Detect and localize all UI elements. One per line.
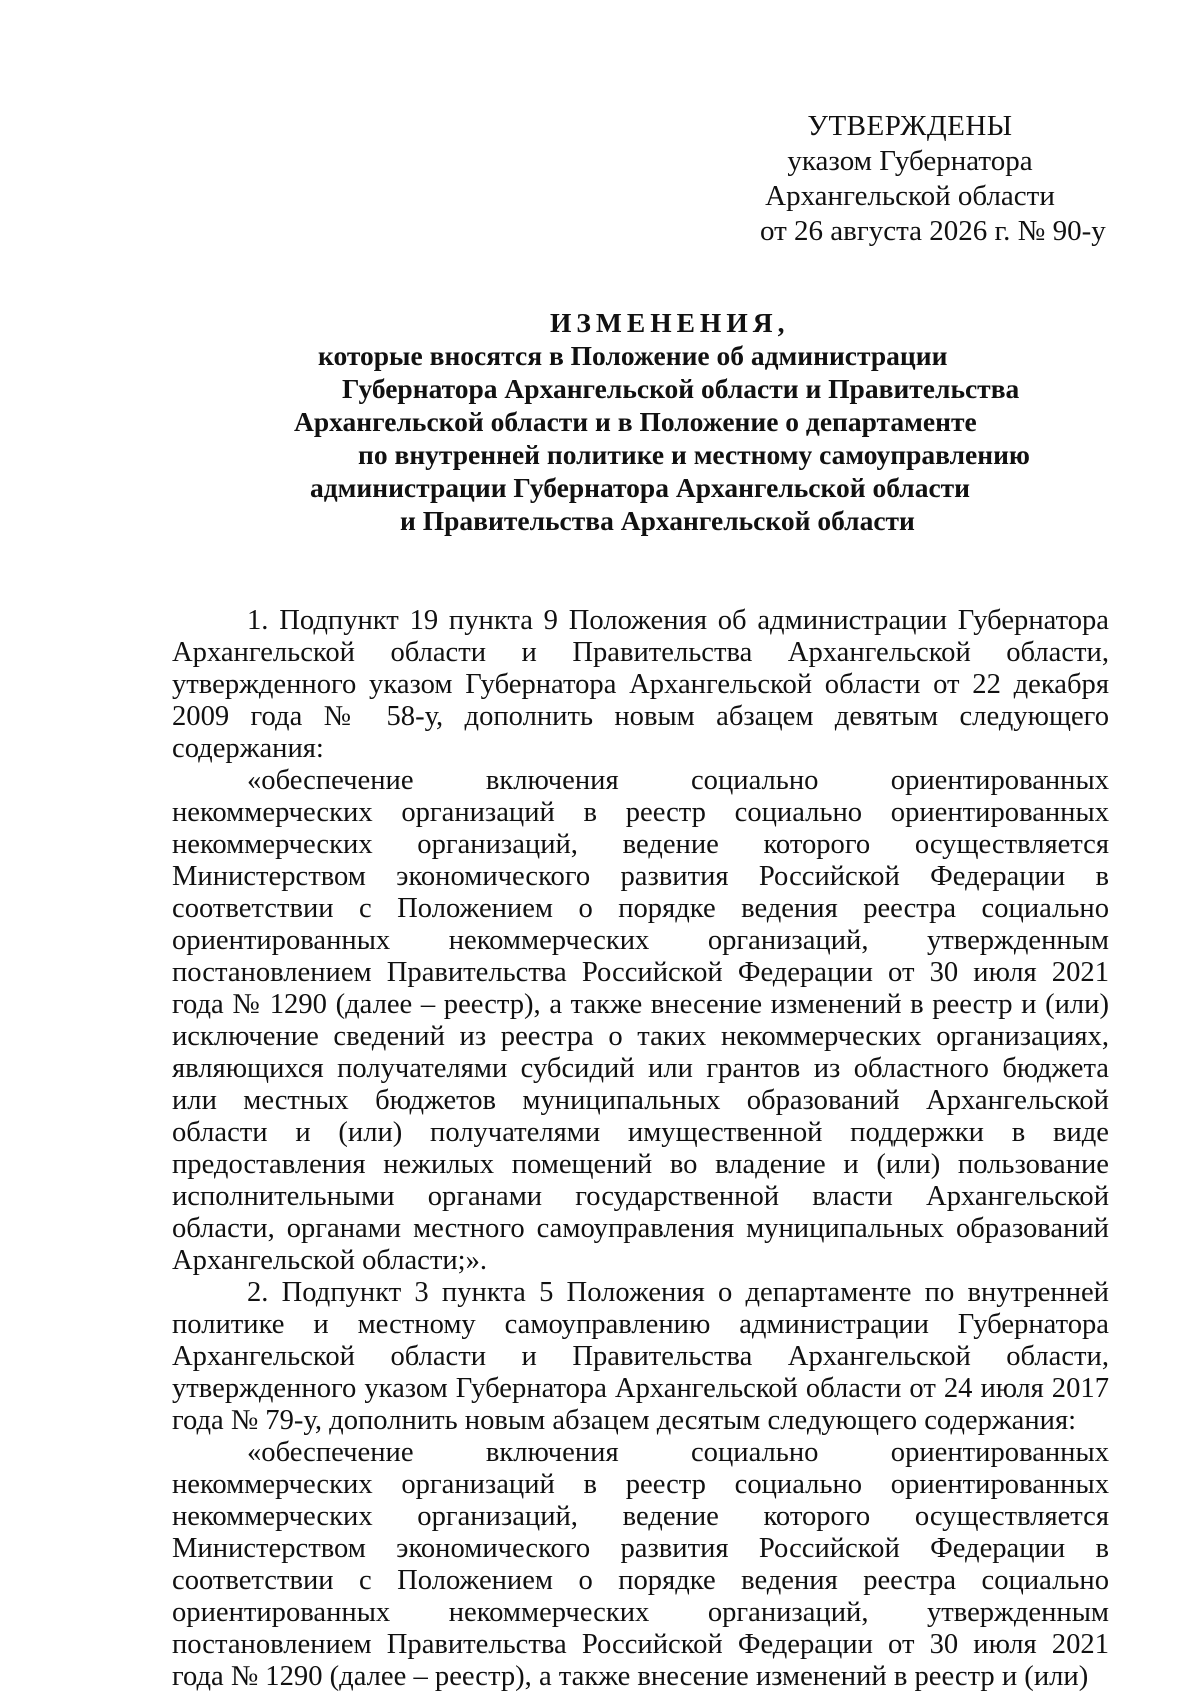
approval-line-region: Архангельской области: [765, 180, 1055, 212]
title-line: которые вносятся в Положение об администрации: [318, 340, 948, 371]
approval-heading: УТВЕРЖДЕНЫ: [807, 110, 1013, 142]
paragraph-quote-2: «обеспечение включения социально ориентированных некоммерческих организаций в реестр социально ориентированных некоммерческих организаций, ведение которого осуществляется Министерством экономического развития Российской Федерации в соответствии с Положением о порядке ведения реестра социально ориентированных некоммерческих организаций, утвержденным постановлением Правительства Российской Федерации от 30 июля 2021 года № 1290 (далее – реестр), а также внесение изменений в реестр и (или): [172, 1437, 1109, 1692]
title-line: и Правительства Архангельской области: [400, 505, 915, 536]
approval-line-decree: указом Губернатора: [787, 145, 1033, 177]
title-heading: ИЗМЕНЕНИЯ,: [550, 307, 790, 338]
title-line: Архангельской области и в Положение о департаменте: [294, 406, 977, 437]
approval-line-date: от 26 августа 2026 г. № 90-у: [760, 215, 1106, 247]
document-title: [250, 306, 1050, 537]
title-line: по внутренней политике и местному самоуправлению: [358, 439, 1030, 470]
paragraph-item-2: 2. Подпункт 3 пункта 5 Положения о департаменте по внутренней политике и местному самоуправлению администрации Губернатора Архангельской области и Правительства Архангельской области, утвержденного указом Губернатора Архангельской области от 24 июля 2017 года № 79-у, дополнить новым абзацем десятым следующего содержания:: [172, 1277, 1109, 1436]
paragraph-quote-1: «обеспечение включения социально ориентированных некоммерческих организаций в реестр социально ориентированных некоммерческих организаций, ведение которого осуществляется Министерством экономического развития Российской Федерации в соответствии с Положением о порядке ведения реестра социально ориентированных некоммерческих организаций, утвержденным постановлением Правительства Российской Федерации от 30 июля 2021 года № 1290 (далее – реестр), а также внесение изменений в реестр и (или) исключение сведений из реестра о таких некоммерческих организациях, являющихся получателями субсидий или грантов из областного бюджета или местных бюджетов муниципальных образований Архангельской области и (или) получателями имущественной поддержки в виде предоставления нежилых помещений во владение и (или) пользование исполнительными органами государственной власти Архангельской области, органами местного самоуправления муниципальных образований Архангельской области;».: [172, 765, 1109, 1276]
title-line: администрации Губернатора Архангельской области: [310, 472, 970, 503]
title-line: Губернатора Архангельской области и Правительства: [342, 373, 1020, 404]
paragraph-item-1: 1. Подпункт 19 пункта 9 Положения об администрации Губернатора Архангельской области и Правительства Архангельской области, утвержденного указом Губернатора Архангельской области от 22 декабря 2009 года № 58-у, дополнить новым абзацем девятым следующего содержания:: [172, 605, 1109, 764]
approval-stamp: [760, 109, 1106, 249]
document-body: [172, 605, 1109, 1693]
